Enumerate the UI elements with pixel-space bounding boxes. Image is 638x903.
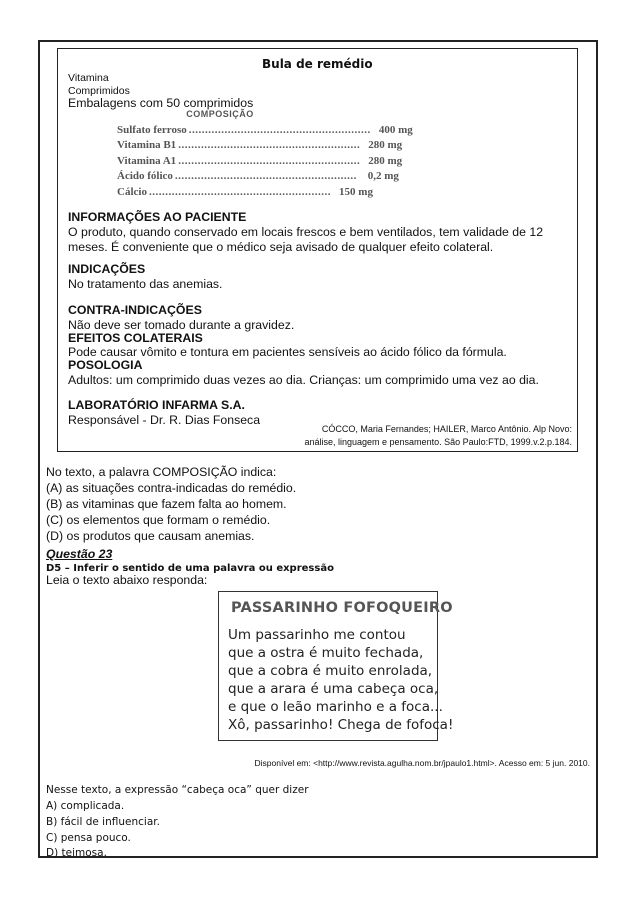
efeitos-text: Pode causar vômito e tontura em pacientes sensíveis ao ácido fólico da fórmula. bbox=[68, 345, 507, 359]
info-line-1: O produto, quando conservado em locais frescos e bem ventilados, tem validade de 12 bbox=[68, 225, 544, 239]
composicao-item-name: Sulfato ferroso bbox=[117, 123, 187, 136]
composicao-leader-dots: ........................................................ bbox=[178, 154, 361, 167]
efeitos-heading: EFEITOS COLATERAIS bbox=[68, 331, 203, 345]
composicao-leader-dots: ........................................................ bbox=[148, 185, 331, 198]
bula-citation-1: CÓCCO, Maria Fernandes; HAILER, Marco Antônio. Alp Novo: bbox=[321, 424, 572, 434]
q23-descriptor: D5 – Inferir o sentido de uma palavra ou expressão bbox=[46, 563, 334, 574]
composicao-row bbox=[117, 169, 399, 185]
composicao-item-name: Vitamina A1 bbox=[117, 154, 177, 167]
composicao-item-value: 0,2 mg bbox=[367, 170, 399, 183]
q23-option-b: B) fácil de influenciar. bbox=[46, 816, 160, 828]
info-line-2: meses. É conveniente que o médico seja avisado de qualquer efeito colateral. bbox=[68, 240, 494, 254]
composicao-leader-dots: ........................................................ bbox=[188, 123, 371, 136]
composicao-item-value: 280 mg bbox=[368, 139, 403, 152]
composicao-heading: COMPOSIÇÃO bbox=[186, 109, 254, 119]
q22-option-a: (A) as situações contra-indicadas do remédio. bbox=[46, 481, 297, 495]
composicao-item-value: 280 mg bbox=[368, 154, 403, 167]
q22-prompt: No texto, a palavra COMPOSIÇÃO indica: bbox=[46, 465, 277, 479]
q22-option-b: (B) as vitaminas que fazem falta ao homem. bbox=[46, 497, 287, 511]
contra-indicacoes-text: Não deve ser tomado durante a gravidez. bbox=[68, 318, 295, 332]
composicao-item-name: Cálcio bbox=[117, 185, 147, 198]
indicacoes-text: No tratamento das anemias. bbox=[68, 277, 223, 291]
q23-option-c: C) pensa pouco. bbox=[46, 832, 131, 844]
composicao-item-name: Ácido fólico bbox=[117, 170, 173, 183]
composicao-leader-dots: ........................................................ bbox=[178, 139, 361, 152]
posologia-text: Adultos: um comprimido duas vezes ao dia. Crianças: um comprimido uma vez ao dia. bbox=[68, 373, 539, 387]
q22-option-c: (C) os elementos que formam o remédio. bbox=[46, 513, 271, 527]
q23-instruction: Leia o texto abaixo responda: bbox=[46, 573, 208, 587]
poem-line: e que o leão marinho e a foca... bbox=[228, 699, 443, 715]
lab-name: LABORATÓRIO INFARMA S.A. bbox=[68, 398, 245, 412]
poem-title: PASSARINHO FOFOQUEIRO bbox=[231, 600, 453, 616]
poem-line: que a ostra é muito fechada, bbox=[228, 645, 424, 661]
q23-label: Questão 23 bbox=[46, 547, 113, 561]
composicao-row bbox=[117, 184, 373, 200]
poem-line: Xô, passarinho! Chega de fofoca! bbox=[228, 717, 454, 733]
composicao-row bbox=[117, 138, 403, 154]
bula-intro-vitamina: Vitamina bbox=[68, 72, 109, 84]
q22-option-d: (D) os produtos que causam anemias. bbox=[46, 529, 255, 543]
indicacoes-heading: INDICAÇÕES bbox=[68, 262, 146, 276]
composicao-row bbox=[117, 153, 403, 169]
poem-image bbox=[218, 591, 454, 741]
poem-source: Disponível em: <http://www.revista.agulha.nom.br/jpaulo1.html>. Acesso em: 5 jun. 2010. bbox=[254, 758, 590, 768]
bula-intro-comprimidos: Comprimidos bbox=[68, 85, 130, 97]
composicao-item-value: 400 mg bbox=[378, 123, 413, 136]
q23-option-a: A) complicada. bbox=[46, 800, 125, 812]
composicao-item-name: Vitamina B1 bbox=[117, 139, 177, 152]
composicao-table bbox=[117, 109, 413, 200]
composicao-leader-dots: ........................................................ bbox=[174, 170, 357, 183]
q23-option-d: D) teimosa. bbox=[46, 847, 107, 859]
poem-line: Um passarinho me contou bbox=[228, 627, 406, 643]
poem-line: que a cobra é muito enrolada, bbox=[228, 663, 433, 679]
poem-line: que a arara é uma cabeça oca, bbox=[228, 681, 439, 697]
composicao-row bbox=[117, 122, 413, 138]
bula-packaging: Embalagens com 50 comprimidos bbox=[68, 96, 254, 110]
composicao-item-value: 150 mg bbox=[339, 185, 373, 198]
posologia-heading: POSOLOGIA bbox=[68, 358, 143, 372]
contra-indicacoes-heading: CONTRA-INDICAÇÕES bbox=[68, 303, 202, 317]
bula-citation-2: análise, linguagem e pensamento. São Paulo:FTD, 1999.v.2.p.184. bbox=[304, 437, 572, 447]
info-heading: INFORMAÇÕES AO PACIENTE bbox=[68, 210, 247, 224]
lab-responsible: Responsável - Dr. R. Dias Fonseca bbox=[68, 413, 261, 427]
bula-title: Bula de remédio bbox=[262, 57, 373, 71]
q23-prompt: Nesse texto, a expressão “cabeça oca” quer dizer bbox=[46, 784, 309, 796]
